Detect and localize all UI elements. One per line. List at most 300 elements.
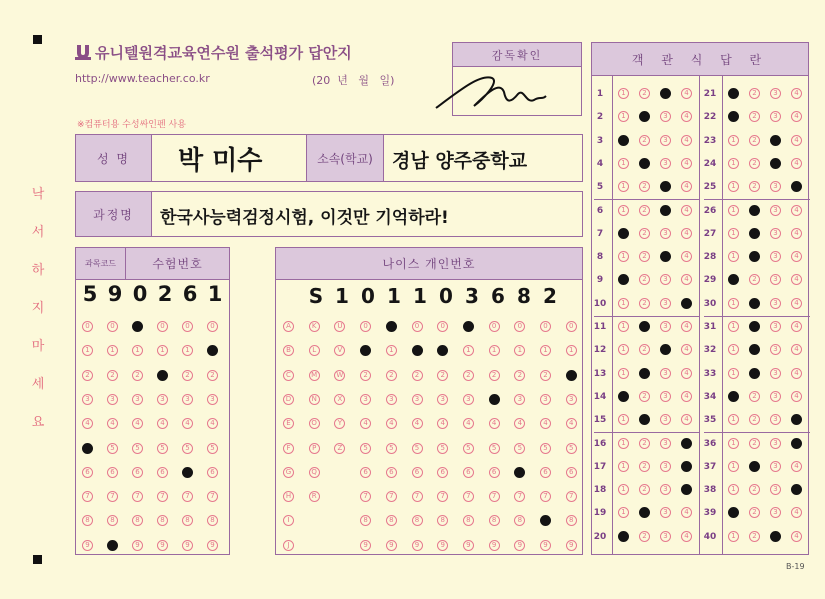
answer-label: 객 관 식 답 란 (592, 43, 808, 76)
answer-bubble: 2 (749, 181, 760, 192)
answer-bubble: 4 (791, 88, 802, 99)
answer-bubble: 1 (728, 135, 739, 146)
code-bubble: 7 (107, 491, 118, 502)
answer-bubble: 3 (660, 461, 671, 472)
side-text-char: 서 (31, 225, 45, 240)
answer-bubble: 1 (728, 298, 739, 309)
neis-digit-bubble: 5 (489, 443, 500, 454)
answer-bubble: 4 (791, 531, 802, 542)
answer-bubble: 1 (728, 228, 739, 239)
neis-digit-bubble: 4 (412, 418, 423, 429)
registration-mark (33, 555, 42, 564)
question-number: 20 (593, 531, 607, 542)
code-bubble: 3 (157, 394, 168, 405)
neis-digit-bubble: 7 (566, 491, 577, 502)
answer-bubble: 4 (791, 251, 802, 262)
neis-label: 나이스 개인번호 (276, 248, 582, 280)
code-bubble: 4 (182, 418, 193, 429)
answer-bubble: 3 (770, 135, 781, 146)
code-bubble: 1 (182, 345, 193, 356)
website-url: http://www.teacher.co.kr (75, 72, 210, 85)
neis-letter-bubble: U (334, 321, 345, 332)
neis-digit-bubble: 1 (540, 345, 551, 356)
neis-digit-bubble: 9 (412, 540, 423, 551)
neis-letter-bubble: R (309, 491, 320, 502)
neis-digit-bubble: 5 (540, 443, 551, 454)
answer-bubble: 4 (681, 368, 692, 379)
question-number: 21 (703, 89, 717, 99)
answer-bubble: 4 (681, 228, 692, 239)
question-number: 40 (703, 531, 717, 542)
neis-digit-bubble: 6 (514, 467, 525, 478)
side-text-char: 요 (31, 415, 45, 430)
code-bubble: 3 (132, 394, 143, 405)
answer-bubble: 2 (639, 438, 650, 449)
question-number: 26 (703, 205, 717, 216)
neis-letter-bubble: I (283, 515, 294, 526)
neis-digit-bubble: 3 (386, 394, 397, 405)
code-bubble: 6 (107, 467, 118, 478)
answer-bubble: 1 (728, 391, 739, 402)
neis-digit-bubble: 7 (514, 491, 525, 502)
neis-letter-bubble: E (283, 418, 294, 429)
answer-bubble: 4 (791, 507, 802, 518)
neis-digit-bubble: 0 (540, 321, 551, 332)
supervisor-label: 감독확인 (453, 43, 581, 67)
answer-bubble: 2 (749, 274, 760, 285)
code-bubble: 8 (182, 515, 193, 526)
code-bubble: 7 (157, 491, 168, 502)
course-code-label: 과목코드 (76, 248, 126, 280)
code-char: 2 (157, 282, 173, 306)
answer-bubble: 3 (660, 181, 671, 192)
answer-bubble: 4 (791, 484, 802, 495)
neis-letter-bubble: N (309, 394, 320, 405)
answer-bubble: 3 (660, 205, 671, 216)
neis-digit-bubble: 2 (489, 370, 500, 381)
answer-bubble: 3 (660, 274, 671, 285)
question-number: 14 (593, 391, 607, 402)
answer-bubble: 2 (639, 274, 650, 285)
answer-group-divider (594, 432, 700, 433)
neis-digit-bubble: 2 (412, 370, 423, 381)
neis-char: 0 (361, 284, 375, 308)
form-code: B-19 (786, 562, 805, 571)
answer-bubble: 4 (681, 438, 692, 449)
code-bubble: 6 (82, 467, 93, 478)
neis-digit-bubble: 6 (386, 467, 397, 478)
neis-digit-bubble: 4 (566, 418, 577, 429)
answer-bubble: 3 (660, 391, 671, 402)
answer-bubble: 1 (618, 111, 629, 122)
answer-bubble: 1 (728, 344, 739, 355)
neis-letter-bubble: D (283, 394, 294, 405)
question-number: 13 (593, 368, 607, 379)
answer-bubble: 3 (770, 391, 781, 402)
answer-bubble: 3 (660, 88, 671, 99)
answer-bubble: 1 (618, 228, 629, 239)
neis-char: 0 (439, 284, 453, 308)
neis-digit-bubble: 2 (437, 370, 448, 381)
neis-digit-bubble: 8 (437, 515, 448, 526)
neis-digit-bubble: 4 (386, 418, 397, 429)
neis-digit-bubble: 9 (566, 540, 577, 551)
answer-bubble: 1 (618, 344, 629, 355)
neis-letter-bubble: Z (334, 443, 345, 454)
answer-bubble: 4 (681, 321, 692, 332)
neis-digit-bubble: 5 (386, 443, 397, 454)
answer-bubble: 3 (770, 507, 781, 518)
neis-digit-bubble: 6 (566, 467, 577, 478)
answer-bubble: 2 (749, 158, 760, 169)
neis-digit-bubble: 0 (412, 321, 423, 332)
neis-letter-bubble: A (283, 321, 294, 332)
neis-digit-bubble: 1 (360, 345, 371, 356)
question-number: 9 (596, 275, 604, 286)
affiliation-value: 경남 양주중학교 (392, 150, 528, 172)
code-bubble: 9 (82, 540, 93, 551)
neis-digit-bubble: 1 (514, 345, 525, 356)
code-bubble: 8 (157, 515, 168, 526)
answer-bubble: 4 (681, 344, 692, 355)
code-bubble: 9 (207, 540, 218, 551)
answer-bubble: 2 (749, 484, 760, 495)
answer-bubble: 3 (660, 414, 671, 425)
answer-bubble: 1 (728, 507, 739, 518)
answer-bubble: 3 (770, 205, 781, 216)
code-bubble: 1 (107, 345, 118, 356)
neis-digit-bubble: 4 (360, 418, 371, 429)
neis-letter-bubble: C (283, 370, 294, 381)
answer-bubble: 1 (618, 251, 629, 262)
side-text-char: 낙 (31, 187, 45, 202)
answer-bubble: 3 (660, 484, 671, 495)
answer-bubble: 1 (618, 368, 629, 379)
neis-digit-bubble: 4 (514, 418, 525, 429)
side-text-char: 지 (31, 301, 45, 316)
code-bubble: 0 (82, 321, 93, 332)
answer-bubble: 2 (749, 414, 760, 425)
answer-bubble: 3 (770, 181, 781, 192)
answer-bubble: 1 (618, 321, 629, 332)
question-number: 34 (703, 391, 717, 402)
code-bubble: 2 (182, 370, 193, 381)
answer-bubble: 2 (639, 414, 650, 425)
neis-digit-bubble: 0 (463, 321, 474, 332)
neis-letter-bubble: L (309, 345, 320, 356)
neis-char: 1 (413, 284, 427, 308)
answer-bubble: 1 (728, 461, 739, 472)
answer-bubble: 1 (618, 298, 629, 309)
neis-digit-bubble: 9 (514, 540, 525, 551)
answer-bubble: 2 (639, 205, 650, 216)
supervisor-signature (430, 70, 550, 114)
code-bubble: 8 (132, 515, 143, 526)
neis-char: 1 (335, 284, 349, 308)
neis-char: 1 (387, 284, 401, 308)
answer-bubble: 2 (639, 391, 650, 402)
code-bubble: 8 (107, 515, 118, 526)
question-number: 6 (596, 205, 604, 216)
neis-letter-bubble: F (283, 443, 294, 454)
side-text-char: 세 (31, 377, 45, 392)
answer-bubble: 3 (660, 507, 671, 518)
question-number: 1 (596, 89, 604, 99)
answer-group-divider (594, 199, 700, 200)
code-bubble: 5 (132, 443, 143, 454)
neis-digit-bubble: 7 (489, 491, 500, 502)
neis-digit-bubble: 9 (386, 540, 397, 551)
neis-digit-bubble: 1 (566, 345, 577, 356)
code-bubble: 6 (207, 467, 218, 478)
code-bubble: 0 (157, 321, 168, 332)
answer-bubble: 4 (681, 391, 692, 402)
code-char: 1 (207, 282, 223, 306)
answer-bubble: 3 (770, 111, 781, 122)
answer-bubble: 1 (618, 438, 629, 449)
neis-digit-bubble: 1 (437, 345, 448, 356)
answer-bubble: 1 (618, 88, 629, 99)
answer-bubble: 2 (639, 321, 650, 332)
answer-bubble: 2 (749, 391, 760, 402)
answer-bubble: 3 (770, 158, 781, 169)
answer-bubble: 1 (728, 484, 739, 495)
code-bubble: 9 (157, 540, 168, 551)
code-bubble: 3 (107, 394, 118, 405)
neis-digit-bubble: 2 (566, 370, 577, 381)
question-number: 3 (596, 135, 604, 146)
answer-bubble: 1 (728, 158, 739, 169)
answer-bubble: 3 (660, 135, 671, 146)
code-bubble: 2 (157, 370, 168, 381)
answer-bubble: 1 (618, 484, 629, 495)
answer-bubble: 4 (791, 368, 802, 379)
neis-digit-bubble: 3 (437, 394, 448, 405)
code-char: 5 (82, 282, 98, 306)
code-bubble: 5 (207, 443, 218, 454)
answer-bubble: 1 (728, 205, 739, 216)
answer-bubble: 2 (639, 88, 650, 99)
question-number: 29 (703, 275, 717, 286)
question-number: 5 (596, 182, 604, 193)
answer-bubble: 4 (791, 228, 802, 239)
code-bubble: 8 (82, 515, 93, 526)
code-char: 9 (107, 282, 123, 306)
answer-bubble: 1 (728, 321, 739, 332)
answer-bubble: 4 (681, 461, 692, 472)
code-bubble: 9 (132, 540, 143, 551)
question-number: 38 (703, 485, 717, 496)
neis-digit-bubble: 5 (437, 443, 448, 454)
neis-digit-bubble: 8 (412, 515, 423, 526)
answer-bubble: 1 (728, 531, 739, 542)
answer-bubble: 2 (749, 298, 760, 309)
neis-digit-bubble: 5 (463, 443, 474, 454)
neis-digit-bubble: 6 (412, 467, 423, 478)
code-bubble: 3 (207, 394, 218, 405)
code-bubble: 1 (82, 345, 93, 356)
neis-letter-bubble: Y (334, 418, 345, 429)
answer-bubble: 3 (770, 298, 781, 309)
code-char: 0 (132, 282, 148, 306)
question-number: 22 (703, 112, 717, 123)
answer-bubble: 3 (660, 368, 671, 379)
answer-bubble: 2 (749, 438, 760, 449)
neis-letter-bubble: Q (309, 467, 320, 478)
code-bubble: 9 (182, 540, 193, 551)
neis-digit-bubble: 4 (489, 418, 500, 429)
question-number: 25 (703, 182, 717, 193)
neis-digit-bubble: 8 (360, 515, 371, 526)
unitel-logo-icon (75, 44, 91, 60)
neis-letter-bubble: V (334, 345, 345, 356)
neis-digit-bubble: 3 (489, 394, 500, 405)
answer-bubble: 4 (681, 414, 692, 425)
question-number: 17 (593, 461, 607, 472)
question-number: 36 (703, 438, 717, 449)
neis-digit-bubble: 2 (360, 370, 371, 381)
side-text-char: 하 (31, 263, 45, 278)
answer-bubble: 2 (639, 461, 650, 472)
answer-bubble: 1 (728, 414, 739, 425)
answer-bubble: 2 (639, 368, 650, 379)
answer-bubble: 3 (660, 531, 671, 542)
code-bubble: 9 (107, 540, 118, 551)
neis-letter-bubble: X (334, 394, 345, 405)
neis-digit-bubble: 7 (540, 491, 551, 502)
answer-bubble: 1 (728, 181, 739, 192)
answer-bubble: 4 (681, 507, 692, 518)
number-column-divider (612, 76, 613, 555)
neis-digit-bubble: 3 (566, 394, 577, 405)
answer-bubble: 4 (681, 111, 692, 122)
neis-letter-bubble: K (309, 321, 320, 332)
answer-bubble: 4 (791, 135, 802, 146)
course-label: 과정명 (76, 192, 152, 236)
neis-digit-bubble: 0 (489, 321, 500, 332)
answer-bubble: 2 (639, 181, 650, 192)
code-bubble: 3 (182, 394, 193, 405)
neis-digit-bubble: 6 (463, 467, 474, 478)
neis-digit-bubble: 0 (360, 321, 371, 332)
question-number: 39 (703, 508, 717, 519)
neis-digit-bubble: 8 (489, 515, 500, 526)
answer-bubble: 2 (749, 251, 760, 262)
registration-mark (33, 35, 42, 44)
neis-letter-bubble: H (283, 491, 294, 502)
neis-digit-bubble: 9 (463, 540, 474, 551)
affiliation-label: 소속(학교) (306, 135, 384, 181)
code-bubble: 0 (132, 321, 143, 332)
neis-digit-bubble: 8 (514, 515, 525, 526)
answer-bubble: 3 (770, 461, 781, 472)
neis-char: S (308, 284, 324, 308)
question-number: 7 (596, 228, 604, 239)
answer-bubble: 4 (681, 484, 692, 495)
neis-digit-bubble: 0 (566, 321, 577, 332)
answer-bubble: 3 (660, 298, 671, 309)
answer-bubble: 1 (618, 507, 629, 518)
neis-digit-bubble: 4 (540, 418, 551, 429)
question-number: 2 (596, 112, 604, 123)
neis-digit-bubble: 2 (463, 370, 474, 381)
question-number: 33 (703, 368, 717, 379)
code-bubble: 6 (157, 467, 168, 478)
code-bubble: 2 (82, 370, 93, 381)
neis-digit-bubble: 7 (412, 491, 423, 502)
neis-digit-bubble: 9 (540, 540, 551, 551)
question-number: 11 (593, 322, 607, 332)
neis-digit-bubble: 2 (540, 370, 551, 381)
neis-digit-bubble: 6 (489, 467, 500, 478)
answer-bubble: 2 (639, 531, 650, 542)
code-bubble: 3 (82, 394, 93, 405)
neis-digit-bubble: 8 (566, 515, 577, 526)
neis-digit-bubble: 3 (463, 394, 474, 405)
answer-bubble: 3 (660, 228, 671, 239)
answer-bubble: 3 (770, 274, 781, 285)
neis-digit-bubble: 1 (386, 345, 397, 356)
question-number: 15 (593, 415, 607, 426)
answer-bubble: 3 (660, 111, 671, 122)
neis-digit-bubble: 7 (463, 491, 474, 502)
code-bubble: 7 (82, 491, 93, 502)
neis-digit-bubble: 1 (412, 345, 423, 356)
answer-group-divider (704, 316, 810, 317)
answer-bubble: 2 (639, 228, 650, 239)
neis-digit-bubble: 0 (514, 321, 525, 332)
code-bubble: 1 (132, 345, 143, 356)
answer-bubble: 4 (681, 205, 692, 216)
answer-bubble: 2 (749, 88, 760, 99)
answer-bubble: 2 (749, 344, 760, 355)
code-bubble: 4 (82, 418, 93, 429)
neis-digit-bubble: 7 (360, 491, 371, 502)
answer-bubble: 3 (770, 228, 781, 239)
answer-bubble: 3 (770, 484, 781, 495)
neis-digit-bubble: 6 (437, 467, 448, 478)
answer-bubble: 2 (749, 531, 760, 542)
code-bubble: 7 (207, 491, 218, 502)
neis-letter-bubble: J (283, 540, 294, 551)
neis-char: 2 (543, 284, 557, 308)
answer-bubble: 3 (660, 158, 671, 169)
code-bubble: 8 (207, 515, 218, 526)
neis-digit-bubble: 8 (540, 515, 551, 526)
answer-bubble: 1 (728, 438, 739, 449)
answer-bubble: 2 (639, 507, 650, 518)
side-text-char: 마 (31, 339, 45, 354)
code-bubble: 0 (182, 321, 193, 332)
answer-group-divider (704, 432, 810, 433)
neis-digit-bubble: 4 (463, 418, 474, 429)
answer-group-divider (704, 199, 810, 200)
answer-bubble: 1 (618, 391, 629, 402)
answer-bubble: 4 (681, 274, 692, 285)
answer-bubble: 1 (618, 414, 629, 425)
question-number: 32 (703, 345, 717, 356)
answer-bubble: 4 (791, 391, 802, 402)
answer-bubble: 4 (681, 298, 692, 309)
answer-bubble: 4 (791, 461, 802, 472)
answer-bubble: 1 (618, 158, 629, 169)
answer-bubble: 3 (770, 88, 781, 99)
neis-digit-bubble: 3 (412, 394, 423, 405)
answer-bubble: 1 (618, 135, 629, 146)
answer-bubble: 4 (791, 274, 802, 285)
question-number: 10 (593, 298, 607, 309)
code-bubble: 0 (107, 321, 118, 332)
